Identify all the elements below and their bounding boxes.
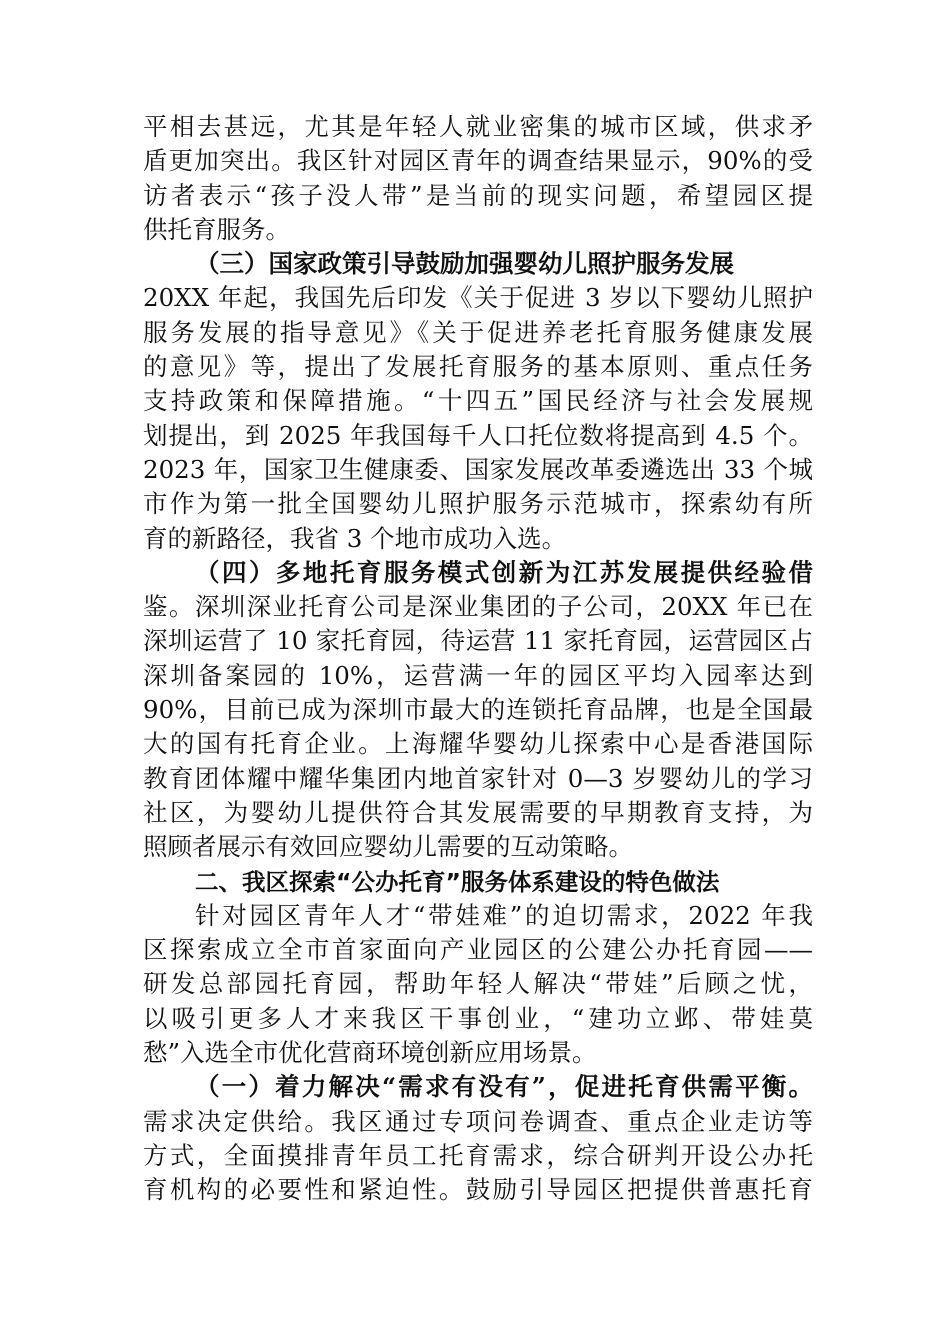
body-text-line: 教育团体耀中耀华集团内地首家针对 0—3 岁婴幼儿的学习 bbox=[143, 763, 813, 793]
body-text-line: 支持政策和保障措施。“十四五”国民经济与社会发展规 bbox=[143, 386, 813, 416]
body-text-line: 针对园区青年人才“带娃难”的迫切需求，2022 年我 bbox=[195, 900, 813, 930]
body-text-line: 方式，全面摸排青年员工托育需求，综合研判开设公办托 bbox=[143, 1140, 813, 1170]
section-heading-4: （四）多地托育服务模式创新为江苏发展提供经验借 bbox=[195, 557, 813, 587]
section-heading-1: （一）着力解决“需求有没有”，促进托育供需平衡。 bbox=[195, 1072, 813, 1102]
body-text-line: 社区，为婴幼儿提供符合其发展需要的早期教育支持，为 bbox=[143, 797, 813, 827]
document-page bbox=[143, 110, 813, 1208]
body-text-line: 以吸引更多人才来我区干事创业，“建功立邺、带娃莫 bbox=[143, 1003, 813, 1033]
body-text-line: 的意见》等，提出了发展托育服务的基本原则、重点任务 bbox=[143, 352, 813, 382]
chapter-heading-2: 二、我区探索“公办托育”服务体系建设的特色做法 bbox=[195, 867, 720, 896]
body-text-line: 鉴。深圳深业托育公司是深业集团的子公司，20XX 年已在 bbox=[143, 592, 813, 622]
body-text-line: 研发总部园托育园，帮助年轻人解决“带娃”后顾之忧， bbox=[143, 969, 813, 999]
body-text-line: 育机构的必要性和紧迫性。鼓励引导园区把提供普惠托育 bbox=[143, 1175, 813, 1205]
body-text-line: 需求决定供给。我区通过专项问卷调查、重点企业走访等 bbox=[143, 1106, 813, 1136]
body-text-line: 深圳运营了 10 家托育园，待运营 11 家托育园，运营园区占 bbox=[143, 626, 813, 656]
body-text-line: 大的国有托育企业。上海耀华婴幼儿探索中心是香港国际 bbox=[143, 729, 813, 759]
body-text-line: 区探索成立全市首家面向产业园区的公建公办托育园—— bbox=[143, 935, 813, 965]
body-text-line: 服务发展的指导意见》《关于促进养老托育服务健康发展 bbox=[143, 317, 813, 347]
body-text-line: 访者表示“孩子没人带”是当前的现实问题，希望园区提 bbox=[143, 180, 813, 210]
body-text-line: 2023 年，国家卫生健康委、国家发展改革委遴选出 33 个城 bbox=[143, 454, 813, 484]
body-text-line: 育的新路径，我省 3 个地市成功入选。 bbox=[143, 523, 567, 553]
body-text-line: 划提出，到 2025 年我国每千人口托位数将提高到 4.5 个。 bbox=[143, 420, 813, 450]
body-text-line: 照顾者展示有效回应婴幼儿需要的互动策略。 bbox=[143, 832, 633, 862]
body-text-line: 90%，目前已成为深圳市最大的连锁托育品牌，也是全国最 bbox=[143, 695, 813, 725]
body-text-line: 市作为第一批全国婴幼儿照护服务示范城市，探索幼有所 bbox=[143, 489, 813, 519]
body-text-line: 愁”入选全市优化营商环境创新应用场景。 bbox=[143, 1038, 597, 1068]
body-text-line: 盾更加突出。我区针对园区青年的调查结果显示，90%的受 bbox=[143, 146, 813, 176]
section-heading-3: （三）国家政策引导鼓励加强婴幼儿照护服务发展 bbox=[195, 249, 734, 279]
body-text-line: 深圳备案园的 10%，运营满一年的园区平均入园率达到 bbox=[143, 660, 813, 690]
body-text-line: 供托育服务。 bbox=[143, 214, 290, 244]
body-text-line: 平相去甚远，尤其是年轻人就业密集的城市区域，供求矛 bbox=[143, 112, 813, 141]
body-text-line: 20XX 年起，我国先后印发《关于促进 3 岁以下婴幼儿照护 bbox=[143, 283, 813, 313]
